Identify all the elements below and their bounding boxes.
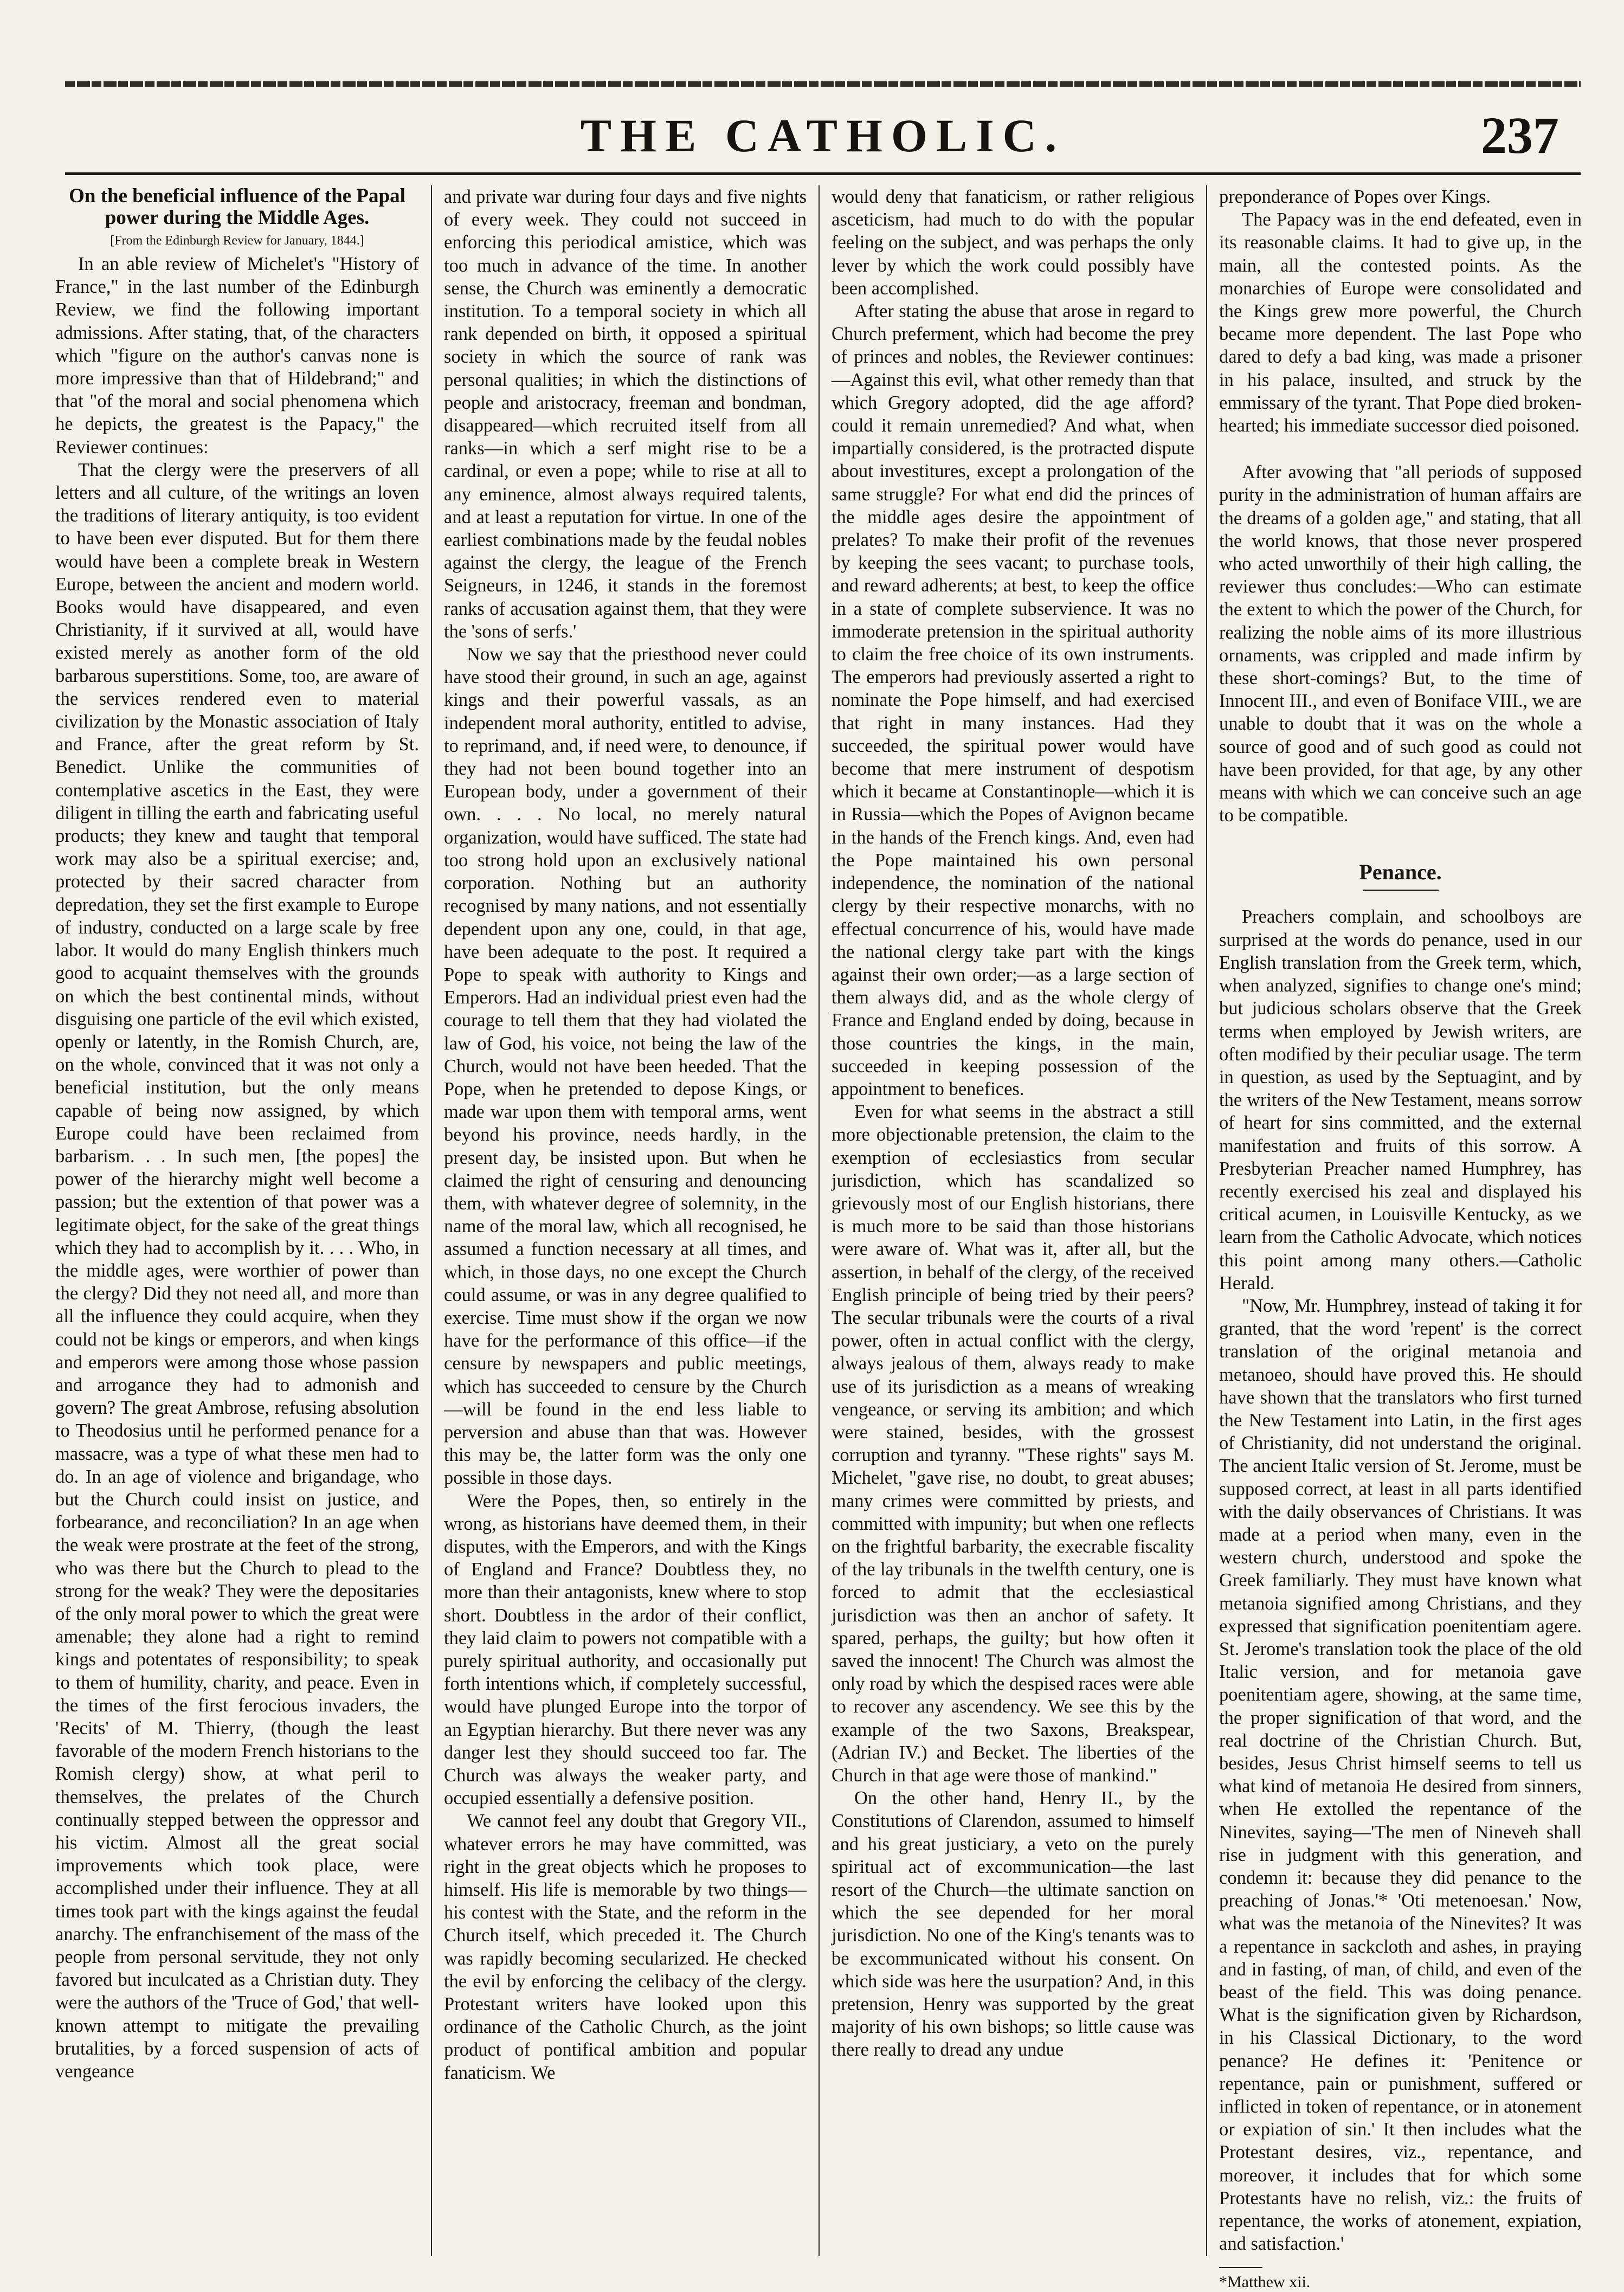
paragraph: Now we say that the priesthood never could have stood their ground, in such an age, against kings and their powerful vassals, as an independent moral authority, entitled to advise, to reprimand, and, if need were, to denounce, if they had not been bound together into an European body, under a government of their own. . . . No local, no merely natural organization, would have sufficed. The state had too strong hold upon an exclusively national corporation. Nothing but an authority recognised by many nations, and not essentially dependent upon any one, could, in that age, have been adequate to the post. It required a Pope to speak with authority to Kings and Emperors. Had an individual priest even had the courage to tell them that they had violated the law of God, his voice, not being the law of the Church, would not have been heeded. That the Pope, when he pretended to depose Kings, or made war upon them with temporal arms, went beyond his province, needs hardly, in the present day, be insisted upon. But when he claimed the right of censuring and denouncing them, with whatever degree of solemnity, in the name of the moral law, which all recognised, he assumed a function necessary at all times, and which, in those days, no one except the Church could assume, or was in any degree qualified to exercise. Time must show if the organ we now have for the performance of this office—if the censure by newspapers and public meetings, which has succeeded to censure by the Church—will be found in the end less liable to perversion and abuse than that was. However this may be, the latter form was the only one possible in those days. (444, 644, 807, 1489)
section-rule (1363, 890, 1439, 891)
paragraph: Were the Popes, then, so entirely in the wrong, as historians have deemed them, in their disputes, with the Emperors, and with the Kings of England and France? Doubtless they, no more than their antagonists, knew where to stop short. Doubtless in the ardor of their conflict, they laid claim to powers not compatible with a purely spiritual authority, and occasionally put forth intentions which, if completely successful, would have plunged Europe into the torpor of an Egyptian hierarchy. But there never was any danger lest they should succeed too far. The Church was always the weaker party, and occupied essentially a defensive position. (444, 1490, 807, 1809)
paragraph: Even for what seems in the abstract a still more objectionable pretension, the claim to the exemption of ecclesiastics from secular jurisdiction, which has scandalized so grievously most of our English historians, there is much more to be said than those historians were aware of. What was it, after all, but the assertion, in behalf of the clergy, of the received English principle of being tried by their peers? The secular tribunals were the courts of a rival power, often in actual conflict with the clergy, always jealous of them, always ready to make use of its jurisdiction as a means of wreaking vengeance, or serving its ambition; and which were stained, besides, with the grossest corruption and tyranny. "These rights" says M. Michelet, "gave rise, no doubt, to great abuses; many crimes were committed by priests, and committed with impunity; but when one reflects on the frightful barbarity, the execrable fiscality of the lay tribunals in the twelfth century, one is forced to admit that the ecclesiastical jurisdiction was then an anchor of safety. It spared, perhaps, the guilty; but how often it saved the innocent! The Church was almost the only road by which the despised races were able to recover any ascendency. We see this by the example of the two Saxons, Breakspear, (Adrian IV.) and Becket. The liberties of the Church in that age were those of mankind." (832, 1102, 1194, 1786)
footnote-rule (1219, 2267, 1262, 2268)
paragraph: After avowing that "all periods of supposed purity in the administration of human affairs are the dreams of a golden age," and stating, that all the world knows, that those never prospered who acted unworthily of their high calling, the reviewer thus concludes:—Who can estimate the extent to which the power of the Church, for realizing the noble aims of its more illustrious ornaments, was crippled and made infirm by these short-comings? But, to the time of Innocent III., and even of Boniface VIII., we are unable to doubt that it was on the whole a source of good and of such good as could not have been provided, for that age, by any other means with which we can conceive such an age to be compatible. (1219, 462, 1582, 826)
header-rule (65, 172, 1581, 175)
paragraph-gap (1219, 437, 1582, 461)
paragraph: and private war during four days and five nights of every week. They could not succeed in enforcing this periodical amistice, which was too much in advance of the time. In another sense, the Church was eminently a democratic institution. To a temporal society in which all rank depended on birth, it opposed a spiritual society in which the source of rank was personal qualities; in which the distinctions of people and aristocracy, freeman and bondman, disappeared—which recruited itself from all ranks—in which a serf might rise to be a cardinal, or even a pope; while to rise at all to any eminence, almost always required talents, and at least a reputation for virtue. In one of the earliest combinations made by the feudal nobles against the clergy, the league of the French Seigneurs, in 1246, it stands in the foremost ranks of accusation against them, that they were the 'sons of serfs.' (444, 186, 807, 642)
column-4 (1206, 185, 1594, 2291)
newspaper-title: THE CATHOLIC. (580, 110, 1066, 162)
paragraph: We cannot feel any doubt that Gregory VII., whatever errors he may have committed, was right in the great objects which he proposes to himself. His life is memorable by two things—his contest with the State, and the reform in the Church itself, which preceded it. The Church was rapidly becoming secularized. He checked the evil by enforcing the celibacy of the clergy. Protestant writers have looked upon this ordinance of the Catholic Church, as the joint product of pontifical ambition and popular fanaticism. We (444, 1811, 807, 2083)
paragraph: That the clergy were the preservers of all letters and all culture, of the writings an loven the traditions of literary antiquity, is too evident to have been ever disputed. But for them there would have been a complete break in Western Europe, between the ancient and modern world. Books would have disappeared, and even Christianity, if it survived at all, would have existed merely as another form of the old barbarous superstitions. Some, too, are aware of the services rendered even to material civilization by the Monastic association of Italy and France, after the great reform by St. Benedict. Unlike the communities of contemplative ascetics in the East, they were diligent in tilling the earth and fabricating useful products; they knew and taught that temporal work may also be a spiritual exercise; and, protected by their sacred character from depredation, they set the first example to Europe of industry, conducted on a large scale by free labor. It would do many English thinkers much good to acquaint themselves with the grounds on which the best continental minds, without disguising one particle of the evil which existed, openly or latently, in the Romish Church, are, on the whole, convinced that it was not only a beneficial institution, but the only means capable of being now assigned, by which Europe could have been reclaimed from barbarism. . . In such men, [the popes] the power of the hierarchy might well become a passion; but the extention of that power was a legitimate object, for the sake of the great things which they had to accomplish by it. . . . Who, in the middle ages, were worthier of power than the clergy? Did they not need all, and more than all the influence they could acquire, when they could not be kings or emperors, and when kings and emperors were among those whose passion and arrogance they had to admonish and govern? The great Ambrose, refusing absolution to Theodosius until he performed penance for a massacre, was a type of what these men had to do. In an age of violence and brigandage, who but the Church could insist on justice, and forbearance, and reconciliation? In an age when the weak were prostrate at the feet of the strong, who was there but the Church to plead to the strong for the weak? They were the depositaries of the only moral power to which the great were amenable; they alone had a right to remind kings and potentates of responsibility; to speak to them of humility, charity, and peace. Even in the times of the first ferocious invaders, the 'Recits' of M. Thierry, (though the least favorable of the modern French historians to the Romish clergy) show, at what peril to themselves, the prelates of the Church continually stepped between the oppressor and his victim. Almost all the great social improvements which took place, were accomplished under their influence. They at all times took part with the kings against the feudal anarchy. The enfranchisement of the mass of the people from personal servitude, they not only favored but inculcated as a Christian duty. They were the authors of the 'Truce of God,' that well-known attempt to mitigate the prevailing brutalities, by a forced suspension of acts of vengeance (55, 459, 419, 2082)
page-number: 237 (1481, 106, 1559, 164)
newspaper-columns (43, 185, 1594, 2291)
paragraph: In an able review of Michelet's "History of France," in the last number of the Edinburgh Review, we find the following important admissions. After stating, that, of the characters which "figure on the author's canvas none is more impressive than that of Hildebrand;" and that "of the moral and social phenomena which he depicts, the greatest is the Papacy," the Reviewer continues: (55, 254, 419, 458)
column-3 (819, 185, 1206, 2256)
paragraph: The Papacy was in the end defeated, even in its reasonable claims. It had to give up, in the main, all the contested points. As the monarchies of Europe were consolidated and the Kings grew more powerful, the Church became more dependent. The last Pope who dared to defy a bad king, was made a prisoner in his palace, insulted, and struck by the emmissary of the tyrant. That Pope died broken-hearted; his immediate successor died poisoned. (1219, 209, 1582, 436)
section-heading: Penance. (1359, 860, 1442, 885)
paragraph: "Now, Mr. Humphrey, instead of taking it for granted, that the word 'repent' is the correct translation of the original metanoia and metanoeo, should have proved this. He should have shown that the translators who first turned the New Testament into Latin, in the first ages of Christianity, did not understand the original. The ancient Italic version of St. Jerome, must be supposed correct, at least in all parts identified with the daily observances of Christians. It was made at a period when many, even in the western church, understood and spoke the Greek familiarly. They must have known what metanoia signified among Christians, and they expressed that signification poenitentiam agere. St. Jerome's translation took the place of the old Italic version, and for metanoia gave poenitentiam agere, showing, at the same time, the proper signification of that word, and the real doctrine of the Christian Church. But, besides, Jesus Christ himself seems to tell us what kind of metanoia He desired from sinners, when He extolled the repentance of the Ninevites, saying—'The men of Nineveh shall rise in judgment with this generation, and condemn it: because they did penance to the preaching of Jonas.'* 'Oti metenoesan.' Now, what was the metanoia of the Ninevites? It was a repentance in sackcloth and ashes, in praying and in fasting, of man, of child, and even of the beast of the field. This was doing penance. What is the signification given by Richardson, in his Classical Dictionary, to the word penance? He defines it: 'Penitence or repentance, pain or punishment, suffered or inflicted in token of repentance, or in atonement or expiation of sin.' It then includes what the Protestant desires, viz., repentance, and moreover, it includes that for which some Protestants have no relish, viz.: the fruits of repentance, the works of atonement, expiation, and satisfaction.' (1219, 1295, 1582, 2255)
paragraph: After stating the abuse that arose in regard to Church preferment, which had become the prey of princes and nobles, the Reviewer continues:—Against this evil, what other remedy than that which Gregory adopted, did the age afford? could it remain unremedied? And what, when impartially considered, is the protracted dispute about investitures, except a prolongation of the same struggle? For what end did the princes of the middle ages desire the appointment of prelates? To make their profit of the revenues by keeping the sees vacant; to purchase tools, and reward adherents; at best, to keep the office in a state of complete subservience. It was no immoderate pretension in the spiritual authority to claim the free choice of its own instruments. The emperors had previously asserted a right to nominate the Pope himself, and had exercised that right in many instances. Had they succeeded, the spiritual power would have become that mere instrument of despotism which it became at Constantinople—which it is in Russia—which the Popes of Avignon became in the hands of the French kings. And, even had the Pope maintained his own personal independence, the nomination of the national clergy by their respective monarchs, with no effectual concurrence of his, would have made the national clergy take part with the kings against their own order;—as a large section of them always did, and as the whole clergy of France and England ended by doing, because in those countries the kings, in the main, succeeded in keeping possession of the appointment to benefices. (832, 301, 1194, 1099)
article-source: [From the Edinburgh Review for January, 1844.] (110, 234, 364, 248)
column-2 (431, 185, 819, 2256)
paragraph: would deny that fanaticism, or rather religious asceticism, had much to do with the popular feeling on the subject, and was perhaps the only lever by which the work could possibly have been accomplished. (832, 186, 1194, 299)
masthead-rule (65, 81, 1581, 87)
paragraph: preponderance of Popes over Kings. (1219, 186, 1491, 207)
footnote: *Matthew xii. (1219, 2273, 1311, 2291)
column-1 (43, 185, 431, 2256)
paragraph: Preachers complain, and schoolboys are surprised at the words do penance, used in our English translation from the Greek term, which, when analyzed, signifies to change one's mind; but judicious scholars observe that the Greek terms when employed by Jewish writers, are often modified by their peculiar usage. The term in question, as used by the Septuagint, and by the writers of the New Testament, means sorrow of heart for sins committed, and the external manifestation and fruits of this sorrow. A Presbyterian Preacher named Humphrey, has recently exercised his zeal and displayed his critical acumen, in Louisville Kentucky, as we learn from the Catholic Advocate, which notices this point among many others.—Catholic Herald. (1219, 906, 1582, 1293)
article-heading: On the beneficial influence of the Papal power during the Middle Ages. (69, 185, 405, 229)
paragraph: On the other hand, Henry II., by the Constitutions of Clarendon, assumed to himself and his great justiciary, a veto on the purely spiritual act of excommunication—the last resort of the Church—the ultimate sanction on which the see depended for her moral jurisdiction. No one of the King's tenants was to be excommunicated without his consent. On which side was here the usurpation? And, in this pretension, Henry was supported by the great majority of his own bishops; so little cause was there really to dread any undue (832, 1788, 1194, 2061)
page-header (65, 108, 1581, 165)
